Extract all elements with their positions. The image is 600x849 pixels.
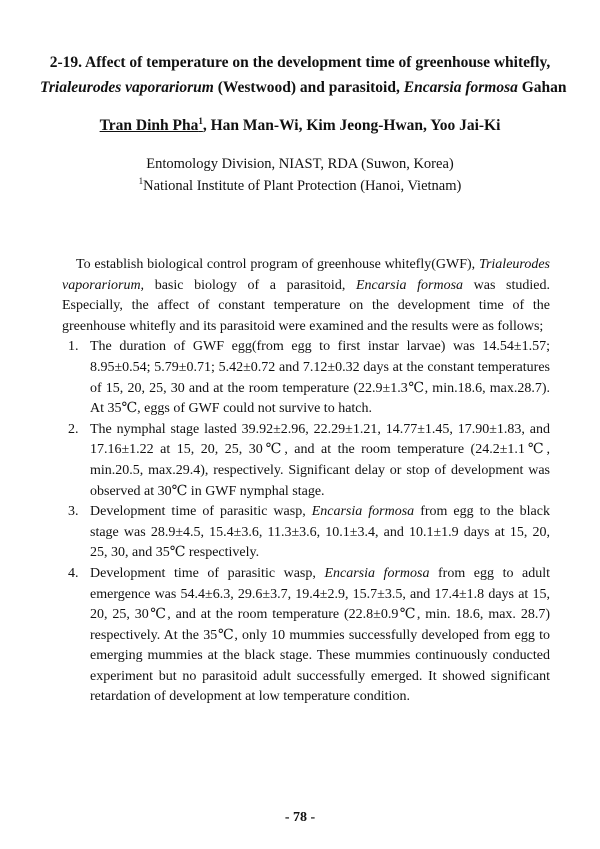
result-number: 3. xyxy=(68,504,79,520)
results-list xyxy=(62,337,550,708)
page-number: - 78 - xyxy=(284,810,316,825)
result-item-2 xyxy=(62,420,550,502)
intro-text-3: was studied. Especially, the affect of constant temperature on the development time of the greenhouse whitefly and its parasitoid were examined and the results were as follows; xyxy=(62,277,550,334)
title-text-3: Gahan xyxy=(517,79,567,96)
result-text: The duration of GWF egg(from egg to first instar larvae) was 14.54±1.57; 8.95±0.54; 5.79±0.71; 5.42±0.72 and 7.12±0.32 days at the constant temperatures of 15, 20, 25, 30 and at the room temperature (22.9±1.3℃, min.18.6, max.28.7). At 35℃, eggs of GWF could not survive to hatch. xyxy=(90,339,550,417)
title-line-1: 2-19. Affect of temperature on the development time of greenhouse whitefly, xyxy=(49,54,551,71)
title-line-2 xyxy=(40,75,567,100)
intro-text-1: To establish biological control program of greenhouse whitefly(GWF), xyxy=(76,257,479,272)
first-author xyxy=(100,117,203,134)
first-author-name: Tran Dinh Pha xyxy=(99,117,199,134)
result-text: The nymphal stage lasted 39.92±2.96, 22.29±1.21, 14.77±1.45, 17.90±1.83, and 17.16±1.22 at 15, 20, 25, 30℃, and at the room temperature (24.2±1.1℃, min.20.5, max.29.4), respectively. Significant delay or stop of development was observed at 30℃ in GWF nymphal stage. xyxy=(90,421,550,499)
author-list xyxy=(40,115,560,137)
result-number: 4. xyxy=(68,565,79,581)
result-text-post: from egg to adult emergence was 54.4±6.3, 29.6±3.7, 19.4±2.9, 15.7±3.5, and 17.4±1.8 days at 15, 20, 25, 30℃, and at the room temperature (22.8±0.9℃, min. 18.6, max. 28.7) respectively. At the 35℃, only 10 mummies successfully developed from egg to emerging mummies at the black stage. These mummies continuously conducted experiment but no parasitoid adult successfully emerged. It showed significant retardation of development at low temperature condition. xyxy=(90,565,551,705)
affiliation-2-mark: 1 xyxy=(138,175,144,186)
result-species: Encarsia formosa xyxy=(324,565,430,581)
result-text-post: from egg to the black stage was 28.9±4.5, 15.4±3.6, 11.3±3.6, 10.1±3.4, and 10.1±1.9 days at 15, 20, 25, 30, and 35℃ respectively. xyxy=(90,504,550,561)
affiliations xyxy=(40,154,560,197)
co-authors: , Han Man-Wi, Kim Jeong-Hwan, Yoo Jai-Ki xyxy=(202,117,501,134)
abstract-body xyxy=(62,255,550,708)
title-species-parasitoid: Encarsia formosa xyxy=(403,79,518,96)
intro-paragraph xyxy=(62,255,550,337)
intro-species-parasitoid: Encarsia formosa xyxy=(355,277,464,293)
result-text-pre: Development time of parasitic wasp, xyxy=(90,504,312,520)
result-item-4 xyxy=(62,564,550,708)
affiliation-1: Entomology Division, NIAST, RDA (Suwon, Korea) xyxy=(146,156,454,172)
result-item-1 xyxy=(62,337,550,419)
result-item-3 xyxy=(62,502,550,564)
intro-species-whitefly: Trialeurodes vaporariorum, xyxy=(62,257,550,293)
first-author-affiliation-mark: 1 xyxy=(198,115,203,126)
abstract-title xyxy=(40,50,567,100)
result-text-pre: Development time of parasitic wasp, xyxy=(90,565,325,581)
title-species-whitefly: Trialeurodes vaporariorum xyxy=(40,79,214,96)
affiliation-2-text: National Institute of Plant Protection (Hanoi, Vietnam) xyxy=(143,177,462,194)
result-number: 1. xyxy=(68,339,79,355)
result-species: Encarsia formosa xyxy=(311,504,415,520)
affiliation-2 xyxy=(40,176,560,198)
result-number: 2. xyxy=(68,421,79,437)
title-text-2: (Westwood) and parasitoid, xyxy=(213,79,404,96)
intro-text-2: basic biology of a parasitoid, xyxy=(144,277,356,293)
